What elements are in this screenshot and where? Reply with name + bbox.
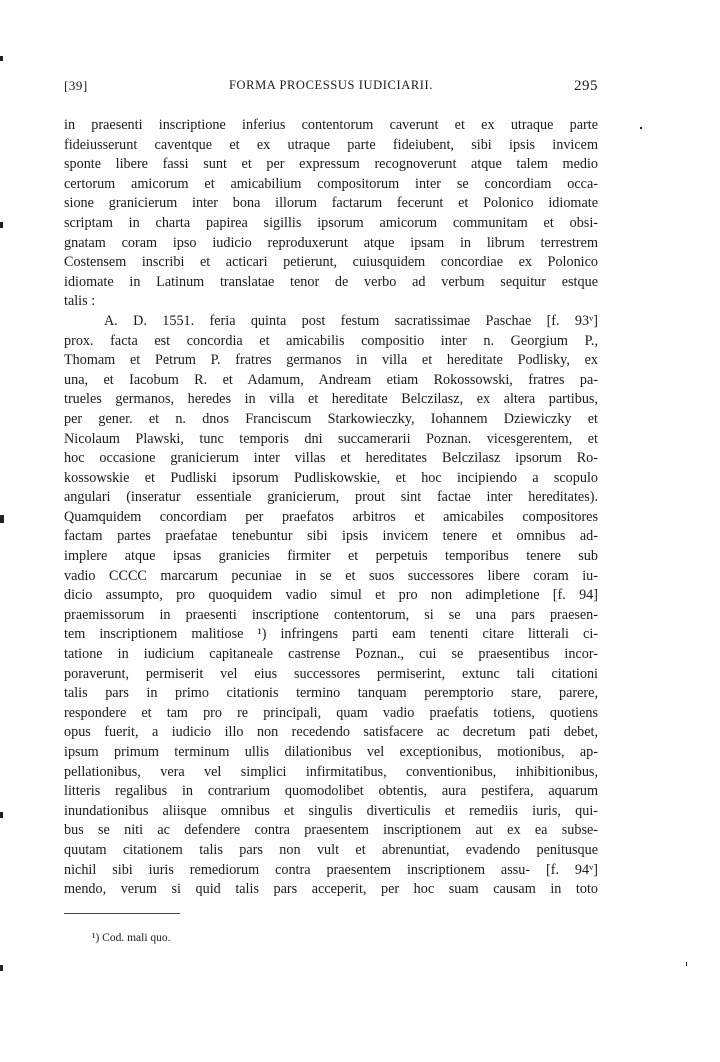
text-line: hoc occasione granicierum inter villas et hereditates Belczilasz ipsorum Ro- [64,450,598,467]
text-line: sponte libere fassi sunt et per expressum recognoverunt atque talem medio [64,156,598,173]
page-number: 295 [574,78,598,94]
text-line: implere atque ipsas granicies firmiter et perpetuis temporibus tenere sub [64,548,598,565]
scan-mark [686,962,687,966]
text-line: certorum amicorum et amicabilium compositorum inter se concordiam occa- [64,175,598,192]
scan-mark [640,127,642,129]
text-line: bus se niti ac defendere contra praesentem inscriptionem aut ex ea subse- [64,822,598,839]
text-line: inundationibus aliisque omnibus et singulis diverticulis et remediis iuris, qui- [64,802,598,819]
body-text [64,116,598,900]
running-header [64,74,598,96]
text-line: respondere et tam pro re principali, quam vadio praefatis totiens, quotiens [64,704,598,721]
scan-mark [0,56,3,61]
text-line: Nicolaum Plawski, tunc temporis dni succamerarii Poznan. vicesgerentem, et [64,430,598,447]
scan-mark [0,812,3,818]
text-line: quutam citationem talis pars non vult et abrenuntiat, evadendo penitusque [64,841,598,858]
text-line: Costensem inscribi et acticari petierunt, cuiusquidem concordiae ex Polonico [64,254,598,271]
scan-mark [0,515,4,523]
footnote: ¹) Cod. mali quo. [92,932,171,944]
text-line: dicio assumpto, pro quoquidem vadio simul et pro non adimpletione [f. 94] [64,587,598,604]
paragraph-2 [64,312,598,900]
text-line: mendo, verum si quid talis pars acceperit, per hoc suam causam in toto [64,881,598,898]
text-line: A. D. 1551. feria quinta post festum sacratissimae Paschae [f. 93ᵛ] [104,312,598,329]
scan-mark [0,222,3,228]
text-line: Thomam et Petrum P. fratres germanos in villa et hereditate Podlisky, ex [64,352,598,369]
text-line: nichil sibi iuris remediorum contra praesentem inscriptionem assu- [f. 94ᵛ] [64,861,598,878]
header-folio: [39] [64,78,88,93]
text-line: factam partes praefatae tenebuntur sibi ipsis invicem tenere et omnibus ad- [64,528,598,545]
text-line: scriptam in charta papirea sigillis ipsorum amicorum communitam et obsi- [64,214,598,231]
text-line: gnatam coram ipso iudicio reproduxerunt atque ipsam in librum terrestrem [64,234,598,251]
text-line: sione granicierum inter bona illorum factarum fecerunt et Polonico idiomate [64,195,598,212]
header-title: FORMA PROCESSUS IUDICIARII. [228,78,434,92]
footnote-divider [64,913,180,914]
text-line: talis : [64,293,96,310]
text-line: trueles germanos, heredes in villa et hereditate Belczilasz, ex altera partibus, [64,391,598,408]
text-line: in praesenti inscriptione inferius contentorum caverunt et ex utraque parte [64,117,598,133]
paragraph-1 [64,116,598,312]
text-line: opus fuerit, a iudicio illo non recedendo satisfacere ac decretum pati debet, [64,724,598,741]
text-line: una, et Iacobum R. et Adamum, Andream etiam Rokossowski, fratres pa- [64,371,598,388]
text-line: per gener. et n. dnos Franciscum Starkowieczky, Iohannem Dziewiczky et [64,410,598,427]
text-line: tatione in iudicium capitaneale castrense Poznan., cui se praesentibus incor- [64,646,598,663]
text-line: pellationibus, vera vel simplici infirmitatibus, conventionibus, inhibitionibus, [64,763,598,780]
text-line: poraverunt, permiserit vel eius successores permiserint, extunc tali citationi [64,665,598,682]
text-line: talis pars in primo citationis termino tanquam peremptorio stare, parere, [64,685,598,702]
text-line: vadio CCCC marcarum pecuniae in se et suos successores libere coram iu- [64,567,598,584]
text-line: litteris regalibus in contrarium quomodolibet obtentis, aura pestifera, aquarum [64,783,598,800]
text-line: fideiusserunt caventque et ex utraque parte fideiubent, sibi ipsis invicem [64,136,598,153]
scan-mark [0,965,3,971]
text-line: praemissorum in praesenti inscriptione contentorum, si se una pars praesen- [64,606,598,623]
text-line: prox. facta est concordia et amicabilis compositio inter n. Georgium P., [64,332,598,349]
text-line: tem inscriptionem malitiose ¹) infringens parti eam tenenti citare litterali ci- [64,626,598,643]
text-line: ipsum primum terminum ullis dilationibus vel exceptionibus, motionibus, ap- [64,744,598,760]
text-line: kossowskie et Pudliski ipsorum Pudliskowskie, et hoc incipiendo a scopulo [64,469,598,486]
text-line: Quamquidem concordiam per praefatos arbitros et amicabiles compositores [64,508,598,525]
text-line: idiomate in Latinum translatae tenor de verbo ad verbum sequitur estque [64,273,598,290]
text-line: angulari (inseratur essentiale granicierum, prout sint factae inter hereditates). [64,489,598,506]
